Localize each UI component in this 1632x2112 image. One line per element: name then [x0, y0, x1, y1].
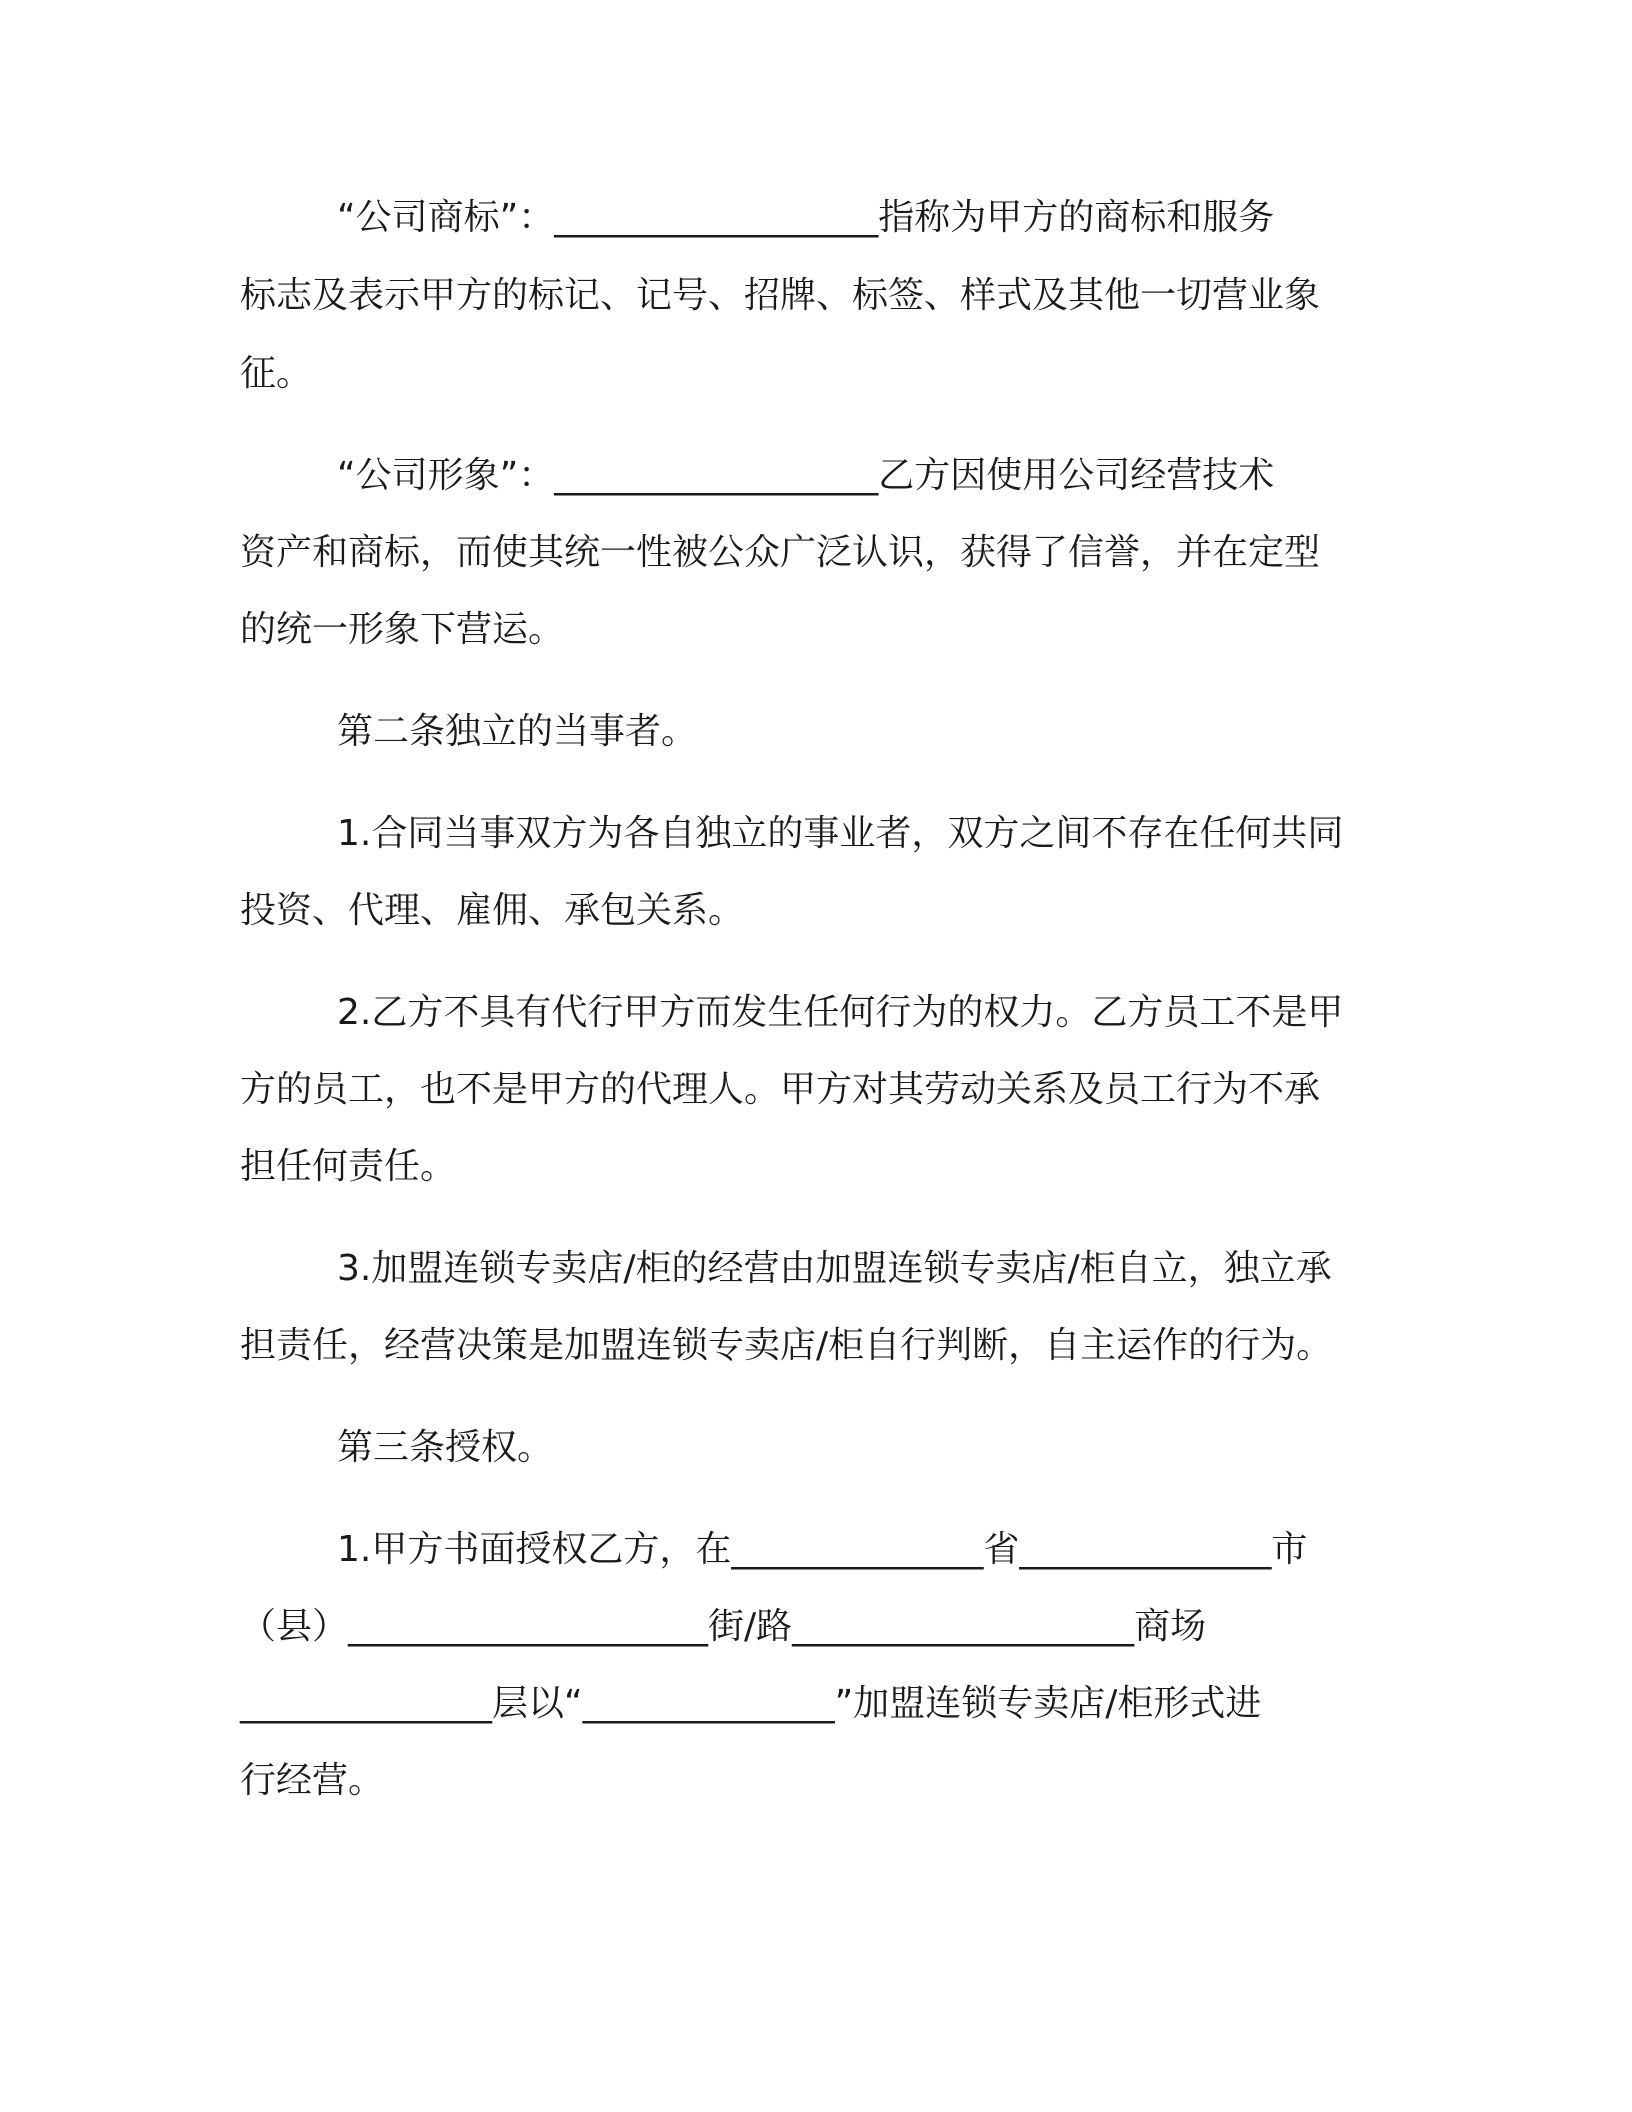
paragraph-company-image-line-2: 资产和商标，而使其统一性被公众广泛认识，获得了信誉，并在定型 [240, 532, 1321, 573]
article-3-heading: 第三条授权。 [337, 1427, 554, 1468]
article-2-item-1-line-2: 投资、代理、雇佣、承包关系。 [240, 890, 745, 931]
paragraph-company-image-line-1: “公司形象”：__________________乙方因使用公司经营技术 [337, 455, 1275, 496]
paragraph-company-trademark-line-1: “公司商标”：__________________指称为甲方的商标和服务 [337, 197, 1275, 238]
article-2-item-2-line-1: 2.乙方不具有代行甲方而发生任何行为的权力。乙方员工不是甲 [337, 992, 1344, 1033]
article-2-item-2-line-3: 担任何责任。 [240, 1146, 457, 1187]
article-2-item-3-line-2: 担责任，经营决策是加盟连锁专卖店/柜自行判断，自主运作的行为。 [240, 1325, 1333, 1366]
paragraph-company-trademark-line-3: 征。 [240, 353, 313, 394]
article-2-item-3-line-1: 3.加盟连锁专卖店/柜的经营由加盟连锁专卖店/柜自立，独立承 [337, 1248, 1332, 1289]
article-3-item-1-line-1: 1.甲方书面授权乙方，在______________省______________市 [337, 1529, 1308, 1570]
article-3-item-1-line-3: ______________层以“______________”加盟连锁专卖店/柜形式进 [240, 1683, 1262, 1724]
article-2-item-2-line-2: 方的员工，也不是甲方的代理人。甲方对其劳动关系及员工行为不承 [240, 1069, 1321, 1110]
article-2-item-1-line-1: 1.合同当事双方为各自独立的事业者，双方之间不存在任何共同 [337, 813, 1344, 854]
article-2-heading: 第二条独立的当事者。 [337, 711, 698, 752]
article-3-item-1-line-4: 行经营。 [240, 1760, 385, 1801]
paragraph-company-trademark-line-2: 标志及表示甲方的标记、记号、招牌、标签、样式及其他一切营业象 [240, 275, 1321, 316]
paragraph-company-image-line-3: 的统一形象下营运。 [240, 609, 565, 650]
article-3-item-1-line-2: （县）____________________街/路___________________商场 [240, 1606, 1207, 1647]
